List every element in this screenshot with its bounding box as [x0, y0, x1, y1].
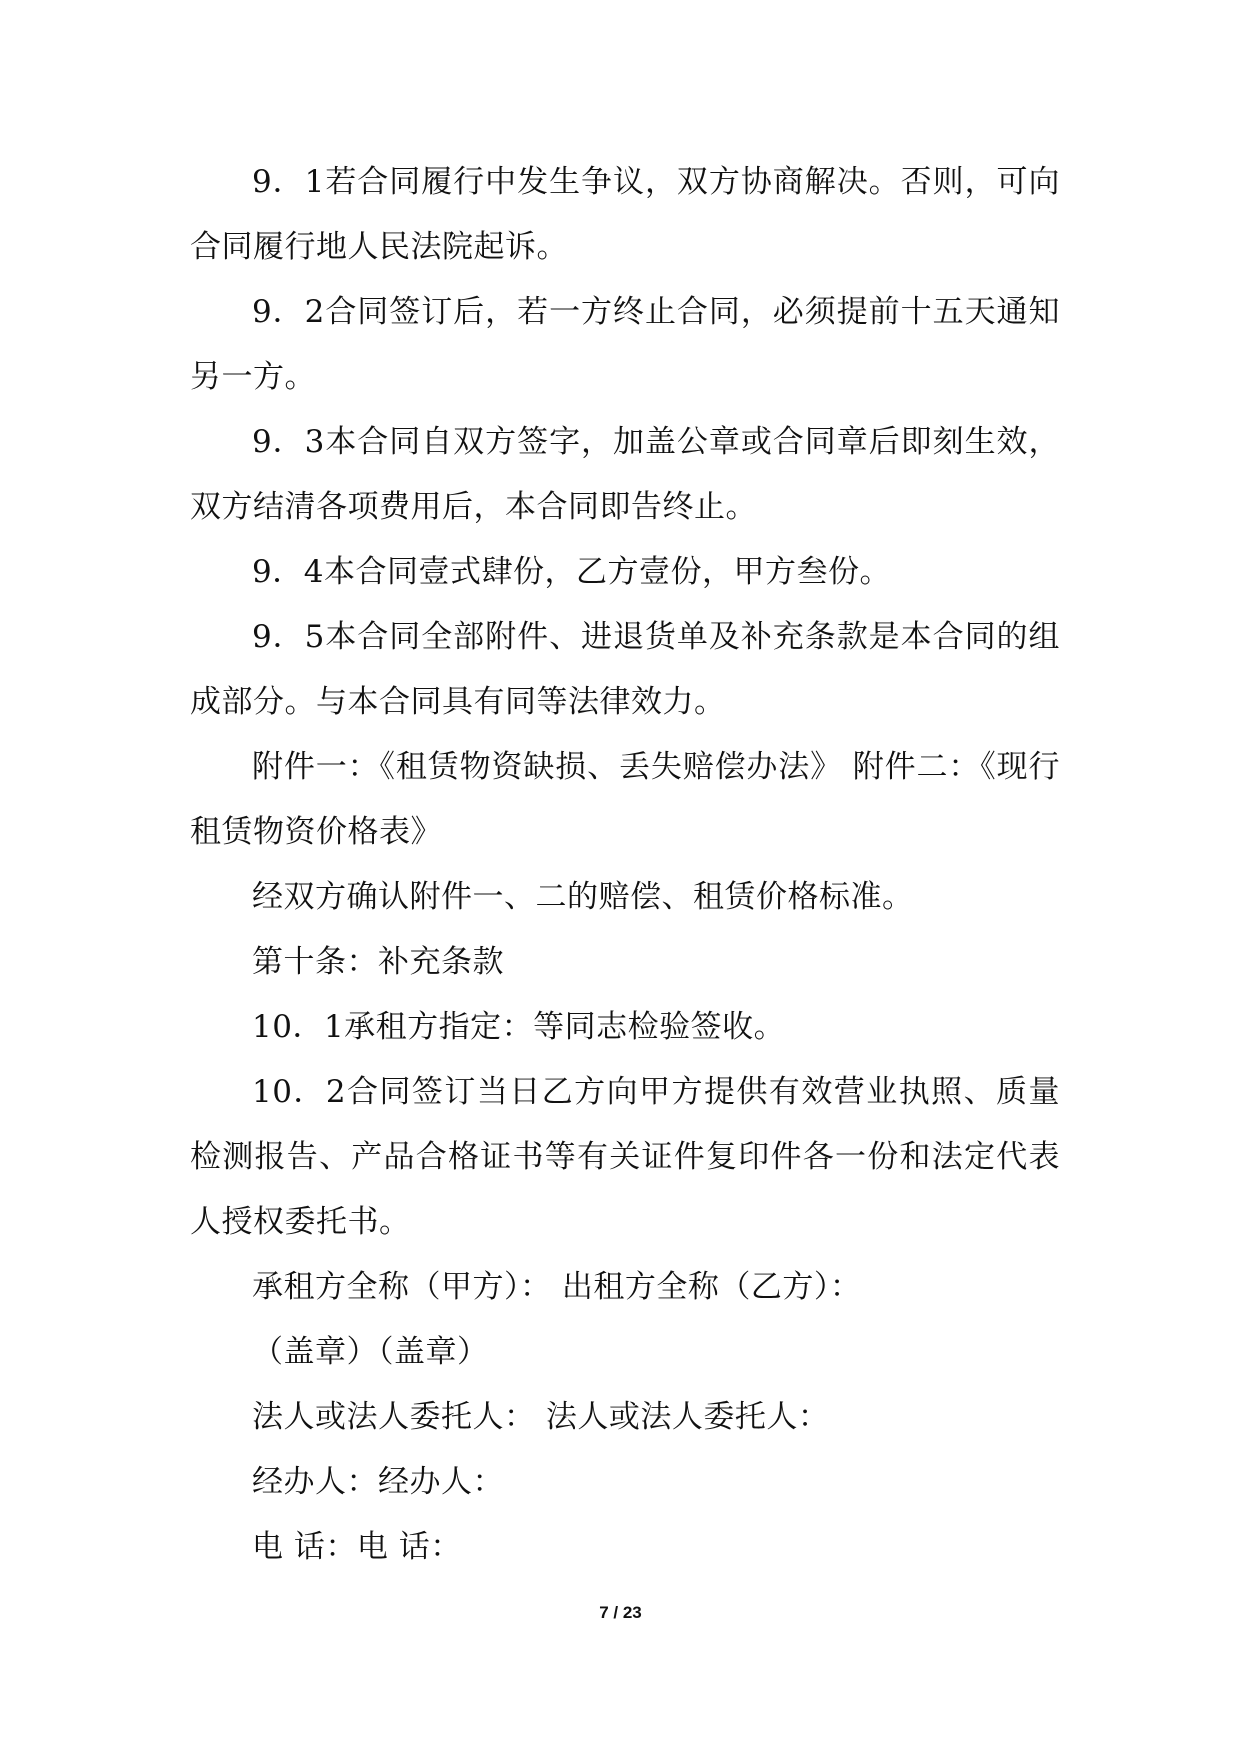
- phone-line: 电 话：电 话：: [252, 1529, 462, 1565]
- seal-line: （盖章）（盖章）: [252, 1334, 489, 1370]
- clause-9-5: 9．5本合同全部附件、进退货单及补充条款是本合同的组成部分。与本合同具有同等法律效力。: [190, 619, 1060, 720]
- page-number: 7 / 23: [599, 1603, 642, 1622]
- clause-9-2: 9．2合同签订后，若一方终止合同，必须提前十五天通知另一方。: [190, 294, 1060, 395]
- attachments-line: 附件一：《租赁物资缺损、丢失赔偿办法》 附件二：《现行租赁物资价格表》: [190, 749, 1060, 850]
- handler-line: 经办人：经办人：: [252, 1464, 504, 1500]
- clause-10-1: 10．1承租方指定：等同志检验签收。: [252, 1009, 786, 1045]
- clause-10-2: 10．2合同签订当日乙方向甲方提供有效营业执照、质量检测报告、产品合格证书等有关证件复印件各一份和法定代表人授权委托书。: [190, 1074, 1060, 1240]
- confirmation-line: 经双方确认附件一、二的赔偿、租赁价格标准。: [252, 879, 914, 915]
- clause-9-3: 9．3本合同自双方签字，加盖公章或合同章后即刻生效，双方结清各项费用后，本合同即告终止。: [190, 424, 1060, 525]
- article-10-heading: 第十条：补充条款: [252, 944, 504, 980]
- legal-rep-line: 法人或法人委托人： 法人或法人委托人：: [252, 1399, 830, 1435]
- clause-9-1: 9．1若合同履行中发生争议，双方协商解决。否则，可向合同履行地人民法院起诉。: [190, 164, 1060, 265]
- clause-9-4: 9．4本合同壹式肆份，乙方壹份，甲方叁份。: [252, 554, 891, 590]
- party-names-line: 承租方全称（甲方）： 出租方全称（乙方）：: [252, 1269, 862, 1305]
- document-body: [190, 150, 1060, 1580]
